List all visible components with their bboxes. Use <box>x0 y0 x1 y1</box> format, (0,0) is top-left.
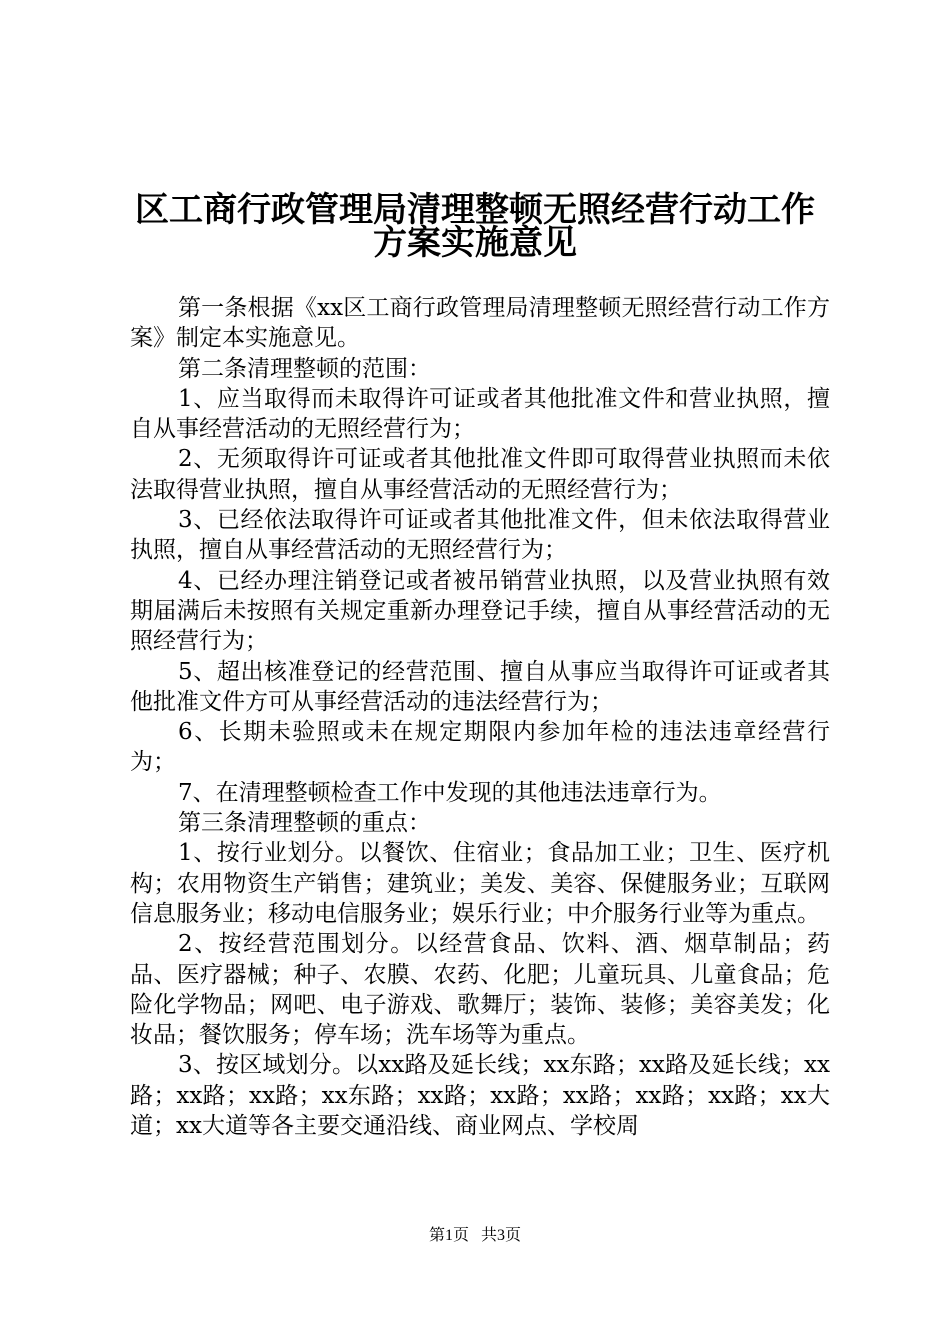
paragraph-scope-item-7: 7、在清理整顿检查工作中发现的其他违法违章行为。 <box>178 779 722 806</box>
paragraph-scope-item-2: 2、无须取得许可证或者其他批准文件即可取得营业执照而未依法取得营业执照，擅自从事经营活动的无照经营行为； <box>130 446 830 503</box>
paragraph-article-1: 第一条根据《xx区工商行政管理局清理整顿无照经营行动工作方案》制定本实施意见。 <box>130 295 830 352</box>
paragraph-focus-item-2: 2、按经营范围划分。以经营食品、饮料、酒、烟草制品；药品、医疗器械；种子、农膜、农药、化肥；儿童玩具、儿童食品；危险化学物品；网吧、电子游戏、歌舞厅；装饰、装修；美容美发；化妆品；餐饮服务；停车场；洗车场等为重点。 <box>130 931 830 1049</box>
document-title-line-1: 区工商行政管理局清理整顿无照经营行动工作 <box>135 190 815 230</box>
page-footer <box>0 1226 950 1246</box>
document-title-line-2: 方案实施意见 <box>373 223 577 263</box>
paragraph-article-2-heading: 第二条清理整顿的范围： <box>178 355 431 382</box>
paragraph-article-3-heading: 第三条清理整顿的重点： <box>178 810 431 837</box>
page-number: 第1页 <box>428 1227 469 1244</box>
paragraph-scope-item-1: 1、应当取得而未取得许可证或者其他批准文件和营业执照，擅自从事经营活动的无照经营行为； <box>130 385 830 443</box>
paragraph-focus-item-1: 1、按行业划分。以餐饮、住宿业；食品加工业；卫生、医疗机构；农用物资生产销售；建筑业；美发、美容、保健服务业；互联网信息服务业；移动电信服务业；娱乐行业；中介服务行业等为重点。 <box>130 840 830 927</box>
paragraph-scope-item-5: 5、超出核准登记的经营范围、擅自从事应当取得许可证或者其他批准文件方可从事经营活动的违法经营行为； <box>130 658 830 715</box>
paragraph-scope-item-4: 4、已经办理注销登记或者被吊销营业执照，以及营业执照有效期届满后未按照有关规定重新办理登记手续，擅自从事经营活动的无照经营行为； <box>130 567 830 655</box>
document-body <box>130 293 830 1141</box>
page-total: 共3页 <box>481 1227 522 1244</box>
paragraph-scope-item-6: 6、长期未验照或未在规定期限内参加年检的违法违章经营行为； <box>130 719 830 776</box>
paragraph-focus-item-3: 3、按区域划分。以xx路及延长线；xx东路；xx路及延长线；xx路；xx路；xx路；xx东路；xx路；xx路；xx路；xx路；xx路；xx大道；xx大道等各主要交通沿线、商业网点、学校周 <box>130 1052 830 1140</box>
paragraph-scope-item-3: 3、已经依法取得许可证或者其他批准文件，但未依法取得营业执照，擅自从事经营活动的无照经营行为； <box>130 507 830 564</box>
